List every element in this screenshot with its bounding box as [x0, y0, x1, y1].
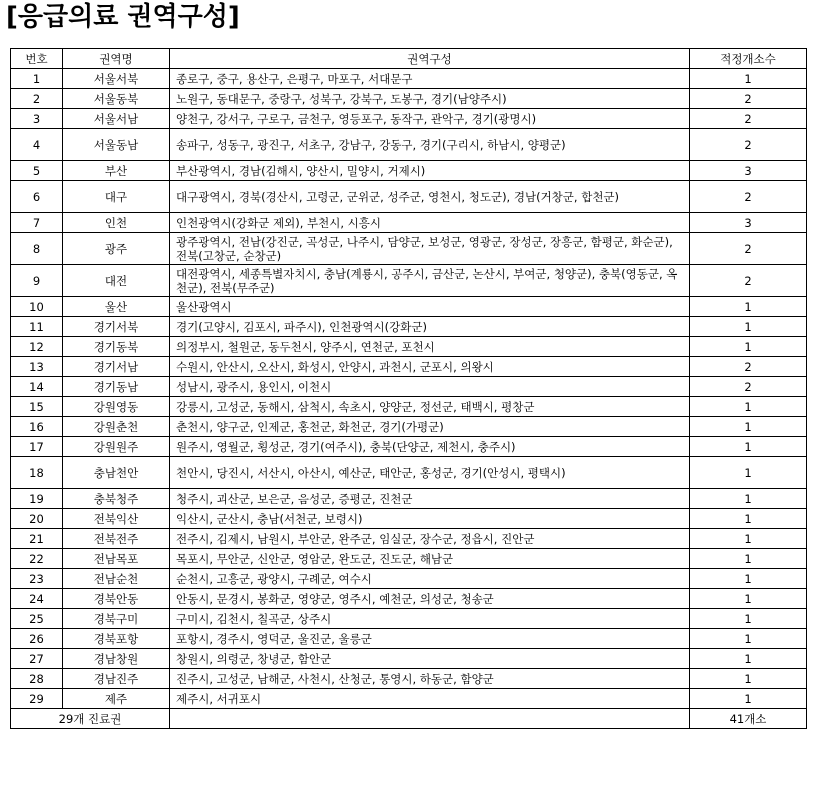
table-row: [11, 109, 807, 129]
row-number: 20: [11, 509, 63, 529]
row-appropriate-count: 3: [690, 161, 807, 181]
row-number: 2: [11, 89, 63, 109]
row-region-composition: 원주시, 영월군, 횡성군, 경기(여주시), 충북(단양군, 제천시, 충주시): [170, 437, 690, 457]
table-row: [11, 529, 807, 549]
row-number: 5: [11, 161, 63, 181]
row-appropriate-count: 3: [690, 213, 807, 233]
row-number: 4: [11, 129, 63, 161]
header-appropriate-count: 적정개소수: [690, 49, 807, 69]
row-region-name: 강원춘천: [63, 417, 170, 437]
table-row: [11, 265, 807, 297]
row-number: 10: [11, 297, 63, 317]
row-appropriate-count: 1: [690, 609, 807, 629]
row-region-composition: 진주시, 고성군, 남해군, 사천시, 산청군, 통영시, 하동군, 함양군: [170, 669, 690, 689]
table-row: [11, 609, 807, 629]
row-region-name: 대구: [63, 181, 170, 213]
row-number: 6: [11, 181, 63, 213]
row-region-name: 부산: [63, 161, 170, 181]
table-row: [11, 129, 807, 161]
row-region-name: 전북전주: [63, 529, 170, 549]
row-region-name: 충남천안: [63, 457, 170, 489]
row-region-name: 제주: [63, 689, 170, 709]
row-appropriate-count: 2: [690, 181, 807, 213]
row-region-name: 경기서남: [63, 357, 170, 377]
table-header-row: [11, 49, 807, 69]
row-region-composition: 목포시, 무안군, 신안군, 영암군, 완도군, 진도군, 해남군: [170, 549, 690, 569]
row-appropriate-count: 1: [690, 589, 807, 609]
table-row: [11, 337, 807, 357]
row-number: 7: [11, 213, 63, 233]
row-appropriate-count: 1: [690, 457, 807, 489]
row-region-composition: 광주광역시, 전남(강진군, 곡성군, 나주시, 담양군, 보성군, 영광군, 장성군, 장흥군, 함평군, 화순군), 전북(고창군, 순창군): [170, 233, 690, 265]
footer-empty-cell: [170, 709, 690, 729]
row-number: 15: [11, 397, 63, 417]
row-region-name: 경기서북: [63, 317, 170, 337]
table-row: [11, 89, 807, 109]
table-row: [11, 297, 807, 317]
row-appropriate-count: 1: [690, 549, 807, 569]
table-row: [11, 489, 807, 509]
row-region-name: 대전: [63, 265, 170, 297]
table-row: [11, 417, 807, 437]
row-region-composition: 천안시, 당진시, 서산시, 아산시, 예산군, 태안군, 홍성군, 경기(안성시, 평택시): [170, 457, 690, 489]
row-appropriate-count: 1: [690, 297, 807, 317]
table-row: [11, 377, 807, 397]
row-region-name: 전북익산: [63, 509, 170, 529]
table-row: [11, 669, 807, 689]
row-appropriate-count: 2: [690, 377, 807, 397]
header-number: 번호: [11, 49, 63, 69]
row-appropriate-count: 1: [690, 317, 807, 337]
row-appropriate-count: 1: [690, 489, 807, 509]
row-region-name: 전남목포: [63, 549, 170, 569]
row-region-composition: 울산광역시: [170, 297, 690, 317]
row-region-composition: 구미시, 김천시, 칠곡군, 상주시: [170, 609, 690, 629]
row-number: 21: [11, 529, 63, 549]
row-region-name: 서울서남: [63, 109, 170, 129]
row-appropriate-count: 1: [690, 629, 807, 649]
row-region-composition: 부산광역시, 경남(김해시, 양산시, 밀양시, 거제시): [170, 161, 690, 181]
row-appropriate-count: 2: [690, 129, 807, 161]
row-region-name: 경북안동: [63, 589, 170, 609]
table-row: [11, 161, 807, 181]
row-region-name: 인천: [63, 213, 170, 233]
row-region-name: 경기동북: [63, 337, 170, 357]
row-region-composition: 창원시, 의령군, 창녕군, 함안군: [170, 649, 690, 669]
table-row: [11, 397, 807, 417]
row-number: 26: [11, 629, 63, 649]
row-appropriate-count: 1: [690, 689, 807, 709]
row-number: 12: [11, 337, 63, 357]
row-appropriate-count: 1: [690, 669, 807, 689]
row-appropriate-count: 2: [690, 109, 807, 129]
row-number: 23: [11, 569, 63, 589]
row-number: 1: [11, 69, 63, 89]
row-number: 13: [11, 357, 63, 377]
row-appropriate-count: 1: [690, 649, 807, 669]
row-number: 16: [11, 417, 63, 437]
row-number: 8: [11, 233, 63, 265]
row-region-composition: 수원시, 안산시, 오산시, 화성시, 안양시, 과천시, 군포시, 의왕시: [170, 357, 690, 377]
table-row: [11, 233, 807, 265]
row-region-name: 서울서북: [63, 69, 170, 89]
row-region-composition: 안동시, 문경시, 봉화군, 영양군, 영주시, 예천군, 의성군, 청송군: [170, 589, 690, 609]
table-row: [11, 629, 807, 649]
table-row: [11, 549, 807, 569]
row-region-name: 경기동남: [63, 377, 170, 397]
row-appropriate-count: 2: [690, 89, 807, 109]
row-region-composition: 제주시, 서귀포시: [170, 689, 690, 709]
row-region-name: 서울동남: [63, 129, 170, 161]
table-row: [11, 569, 807, 589]
row-region-name: 경북포항: [63, 629, 170, 649]
row-region-composition: 종로구, 중구, 용산구, 은평구, 마포구, 서대문구: [170, 69, 690, 89]
header-region-name: 권역명: [63, 49, 170, 69]
row-region-composition: 순천시, 고흥군, 광양시, 구례군, 여수시: [170, 569, 690, 589]
row-region-composition: 춘천시, 양구군, 인제군, 홍천군, 화천군, 경기(가평군): [170, 417, 690, 437]
page-title: [응급의료 권역구성]: [6, 2, 240, 32]
row-region-composition: 양천구, 강서구, 구로구, 금천구, 영등포구, 동작구, 관악구, 경기(광명시): [170, 109, 690, 129]
row-region-name: 충북청주: [63, 489, 170, 509]
header-region-composition: 권역구성: [170, 49, 690, 69]
row-region-name: 서울동북: [63, 89, 170, 109]
row-appropriate-count: 2: [690, 265, 807, 297]
row-number: 14: [11, 377, 63, 397]
row-region-composition: 대구광역시, 경북(경산시, 고령군, 군위군, 성주군, 영천시, 청도군), 경남(거창군, 합천군): [170, 181, 690, 213]
row-region-name: 울산: [63, 297, 170, 317]
table-row: [11, 689, 807, 709]
row-number: 25: [11, 609, 63, 629]
table-row: [11, 457, 807, 489]
row-region-name: 강원영동: [63, 397, 170, 417]
table-row: [11, 181, 807, 213]
row-region-composition: 경기(고양시, 김포시, 파주시), 인천광역시(강화군): [170, 317, 690, 337]
row-appropriate-count: 2: [690, 233, 807, 265]
row-region-composition: 의정부시, 철원군, 동두천시, 양주시, 연천군, 포천시: [170, 337, 690, 357]
table-row: [11, 213, 807, 233]
table-row: [11, 509, 807, 529]
row-appropriate-count: 1: [690, 529, 807, 549]
footer-total-count: 41개소: [690, 709, 807, 729]
row-number: 18: [11, 457, 63, 489]
row-region-name: 강원원주: [63, 437, 170, 457]
table-row: [11, 437, 807, 457]
row-appropriate-count: 1: [690, 397, 807, 417]
row-region-name: 광주: [63, 233, 170, 265]
row-region-composition: 송파구, 성동구, 광진구, 서초구, 강남구, 강동구, 경기(구리시, 하남시, 양평군): [170, 129, 690, 161]
footer-total-regions: 29개 진료권: [11, 709, 170, 729]
row-region-composition: 노원구, 동대문구, 중랑구, 성북구, 강북구, 도봉구, 경기(남양주시): [170, 89, 690, 109]
table-row: [11, 357, 807, 377]
row-appropriate-count: 1: [690, 417, 807, 437]
row-appropriate-count: 1: [690, 509, 807, 529]
row-appropriate-count: 2: [690, 357, 807, 377]
row-region-composition: 성남시, 광주시, 용인시, 이천시: [170, 377, 690, 397]
row-region-composition: 청주시, 괴산군, 보은군, 음성군, 증평군, 진천군: [170, 489, 690, 509]
row-number: 27: [11, 649, 63, 669]
row-number: 24: [11, 589, 63, 609]
table-row: [11, 317, 807, 337]
table-row: [11, 69, 807, 89]
row-region-composition: 전주시, 김제시, 남원시, 부안군, 완주군, 임실군, 장수군, 정읍시, 진안군: [170, 529, 690, 549]
region-table: [10, 48, 807, 729]
row-region-composition: 포항시, 경주시, 영덕군, 울진군, 울릉군: [170, 629, 690, 649]
table-row: [11, 649, 807, 669]
row-number: 19: [11, 489, 63, 509]
row-number: 9: [11, 265, 63, 297]
row-number: 29: [11, 689, 63, 709]
row-region-name: 경남진주: [63, 669, 170, 689]
row-region-composition: 강릉시, 고성군, 동해시, 삼척시, 속초시, 양양군, 정선군, 태백시, 평창군: [170, 397, 690, 417]
row-number: 17: [11, 437, 63, 457]
row-region-composition: 인천광역시(강화군 제외), 부천시, 시흥시: [170, 213, 690, 233]
row-number: 3: [11, 109, 63, 129]
table-row: [11, 589, 807, 609]
row-appropriate-count: 1: [690, 437, 807, 457]
table-footer-row: [11, 709, 807, 729]
row-appropriate-count: 1: [690, 569, 807, 589]
row-number: 28: [11, 669, 63, 689]
row-number: 22: [11, 549, 63, 569]
row-region-composition: 대전광역시, 세종특별자치시, 충남(계룡시, 공주시, 금산군, 논산시, 부여군, 청양군), 충북(영동군, 옥천군), 전북(무주군): [170, 265, 690, 297]
row-region-name: 전남순천: [63, 569, 170, 589]
row-region-name: 경북구미: [63, 609, 170, 629]
row-number: 11: [11, 317, 63, 337]
row-region-composition: 익산시, 군산시, 충남(서천군, 보령시): [170, 509, 690, 529]
row-appropriate-count: 1: [690, 337, 807, 357]
row-region-name: 경남창원: [63, 649, 170, 669]
row-appropriate-count: 1: [690, 69, 807, 89]
